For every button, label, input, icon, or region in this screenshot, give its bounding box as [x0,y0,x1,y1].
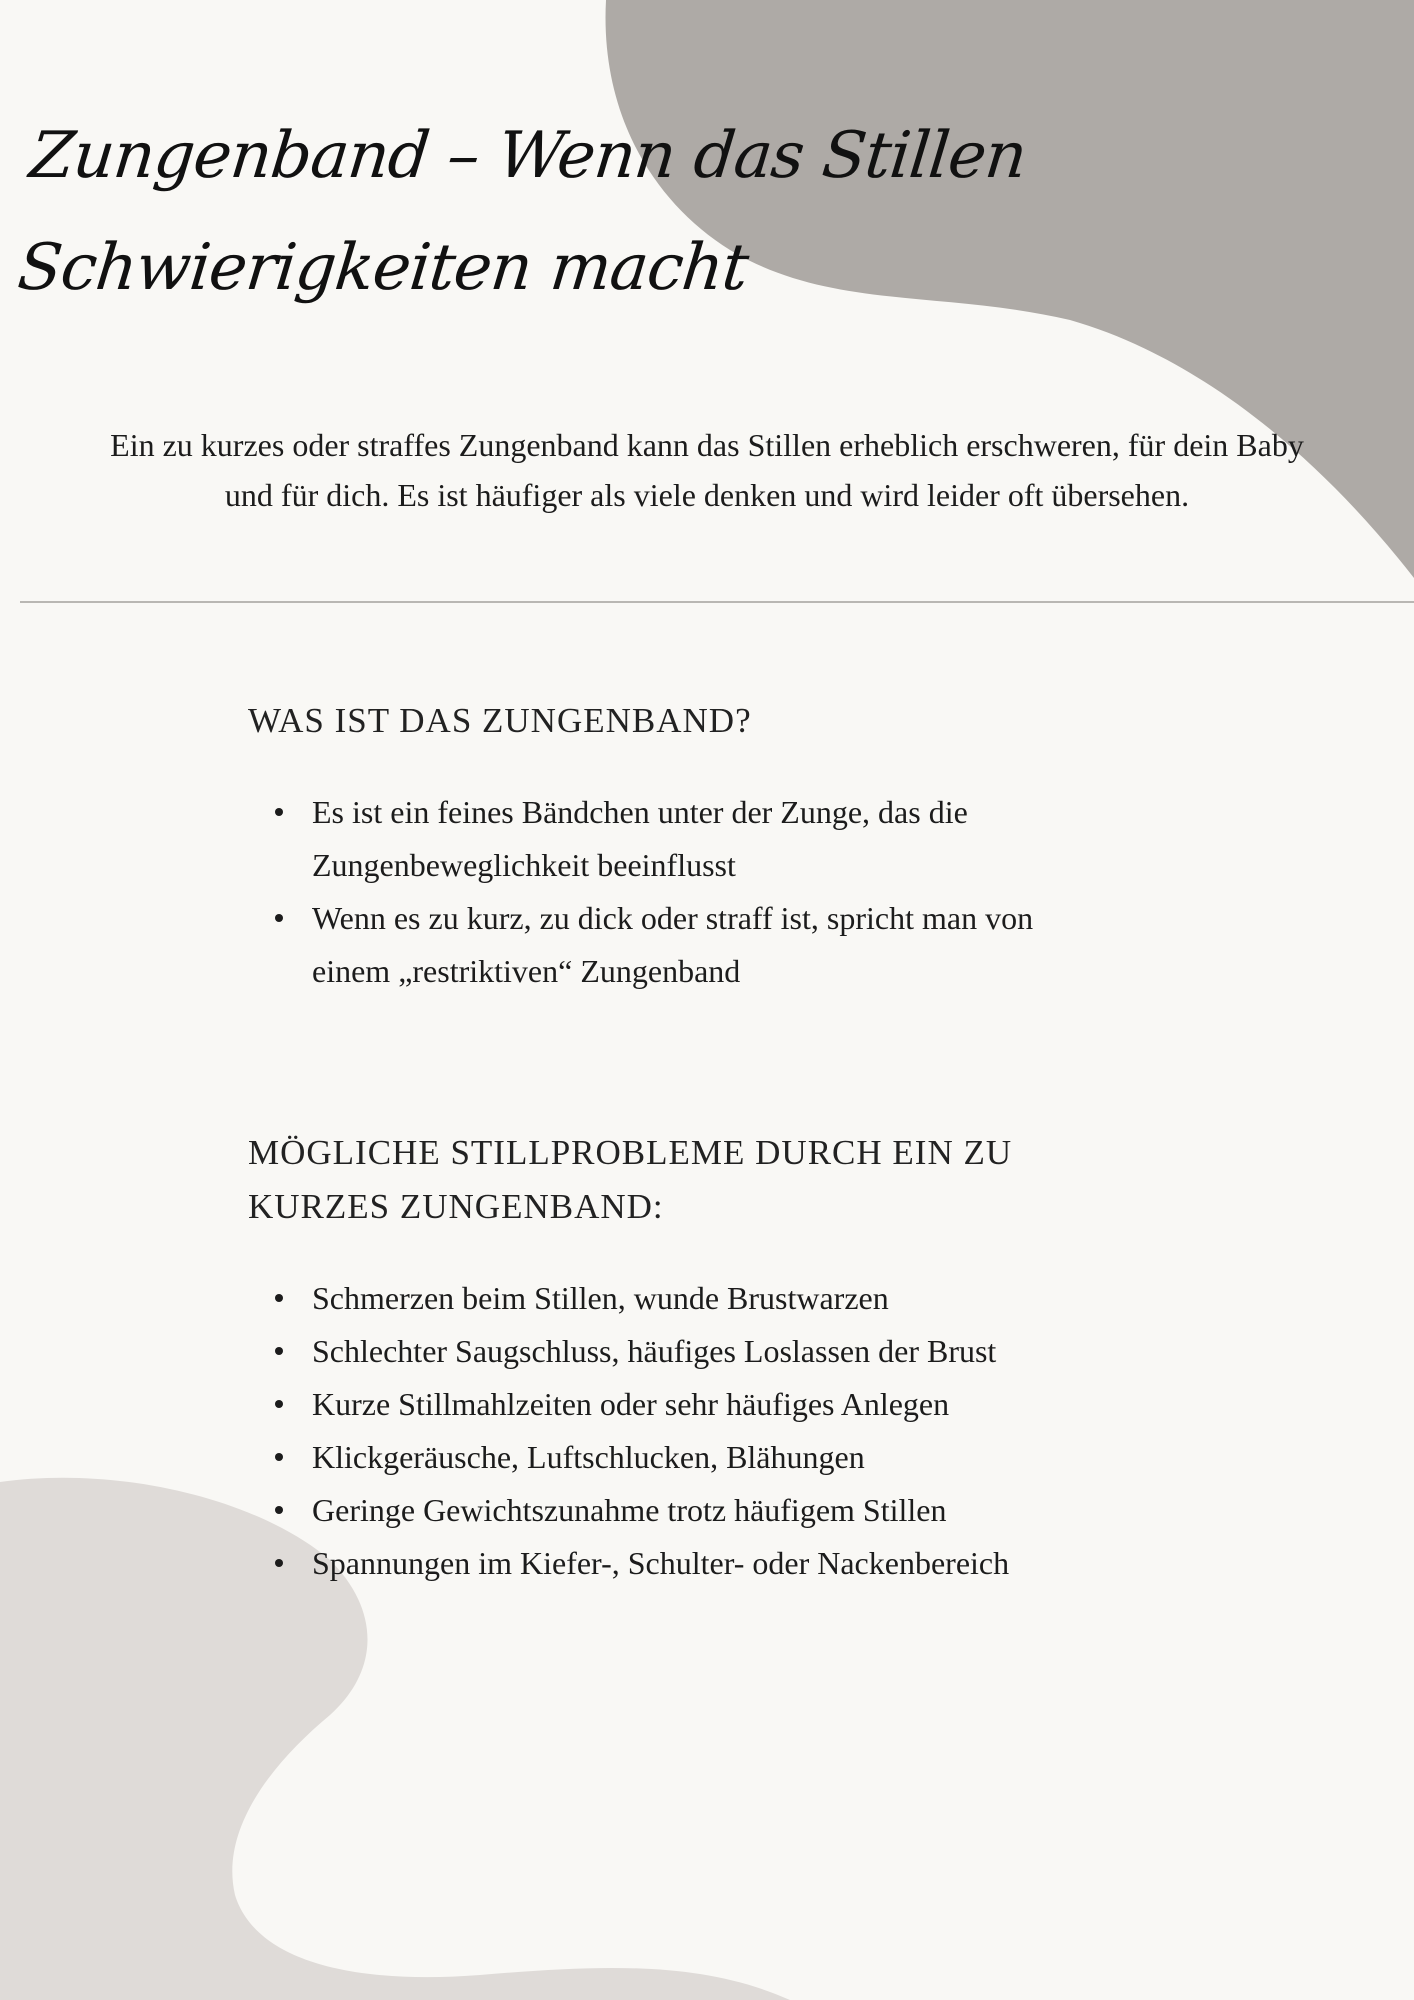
section1-heading [248,694,752,748]
list-item [312,892,1033,998]
intro-paragraph [30,420,1384,520]
page-title [12,100,1136,324]
section2-heading-line-1: MÖGLICHE STILLPROBLEME DURCH EIN ZU [248,1133,1013,1172]
list-item: Kurze Stillmahlzeiten oder sehr häufiges Anlegen [312,1378,1009,1431]
list-item-line: Wenn es zu kurz, zu dick oder straff ist, spricht man von [312,900,1034,936]
section1-heading-text: WAS IST DAS ZUNGENBAND? [248,701,752,740]
list-item [312,786,1033,892]
title-line-1: Zungenband – Wenn das Stillen [26,119,1030,193]
list-item: Schmerzen beim Stillen, wunde Brustwarzen [312,1272,1009,1325]
list-item-line: einem „restriktiven“ Zungenband [312,953,741,989]
list-item: Schlechter Saugschluss, häufiges Loslassen der Brust [312,1325,1009,1378]
intro-line-2: und für dich. Es ist häufiger als viele denken und wird leider oft übersehen. [224,477,1190,513]
section2-heading [248,1126,1012,1234]
title-line-2: Schwierigkeiten macht [14,231,752,305]
list-item: Spannungen im Kiefer-, Schulter- oder Nackenbereich [312,1537,1009,1590]
list-item-line: Zungenbeweglichkeit beeinflusst [312,847,736,883]
list-item-line: Es ist ein feines Bändchen unter der Zunge, das die [312,794,968,830]
section2-list [272,1272,1009,1590]
section1-list [272,786,1033,998]
list-item: Klickgeräusche, Luftschlucken, Blähungen [312,1431,1009,1484]
list-item: Geringe Gewichtszunahme trotz häufigem Stillen [312,1484,1009,1537]
section2-heading-line-2: KURZES ZUNGENBAND: [248,1187,664,1226]
intro-line-1: Ein zu kurzes oder straffes Zungenband kann das Stillen erheblich erschweren, für dein Baby [110,427,1304,463]
divider [20,601,1414,603]
